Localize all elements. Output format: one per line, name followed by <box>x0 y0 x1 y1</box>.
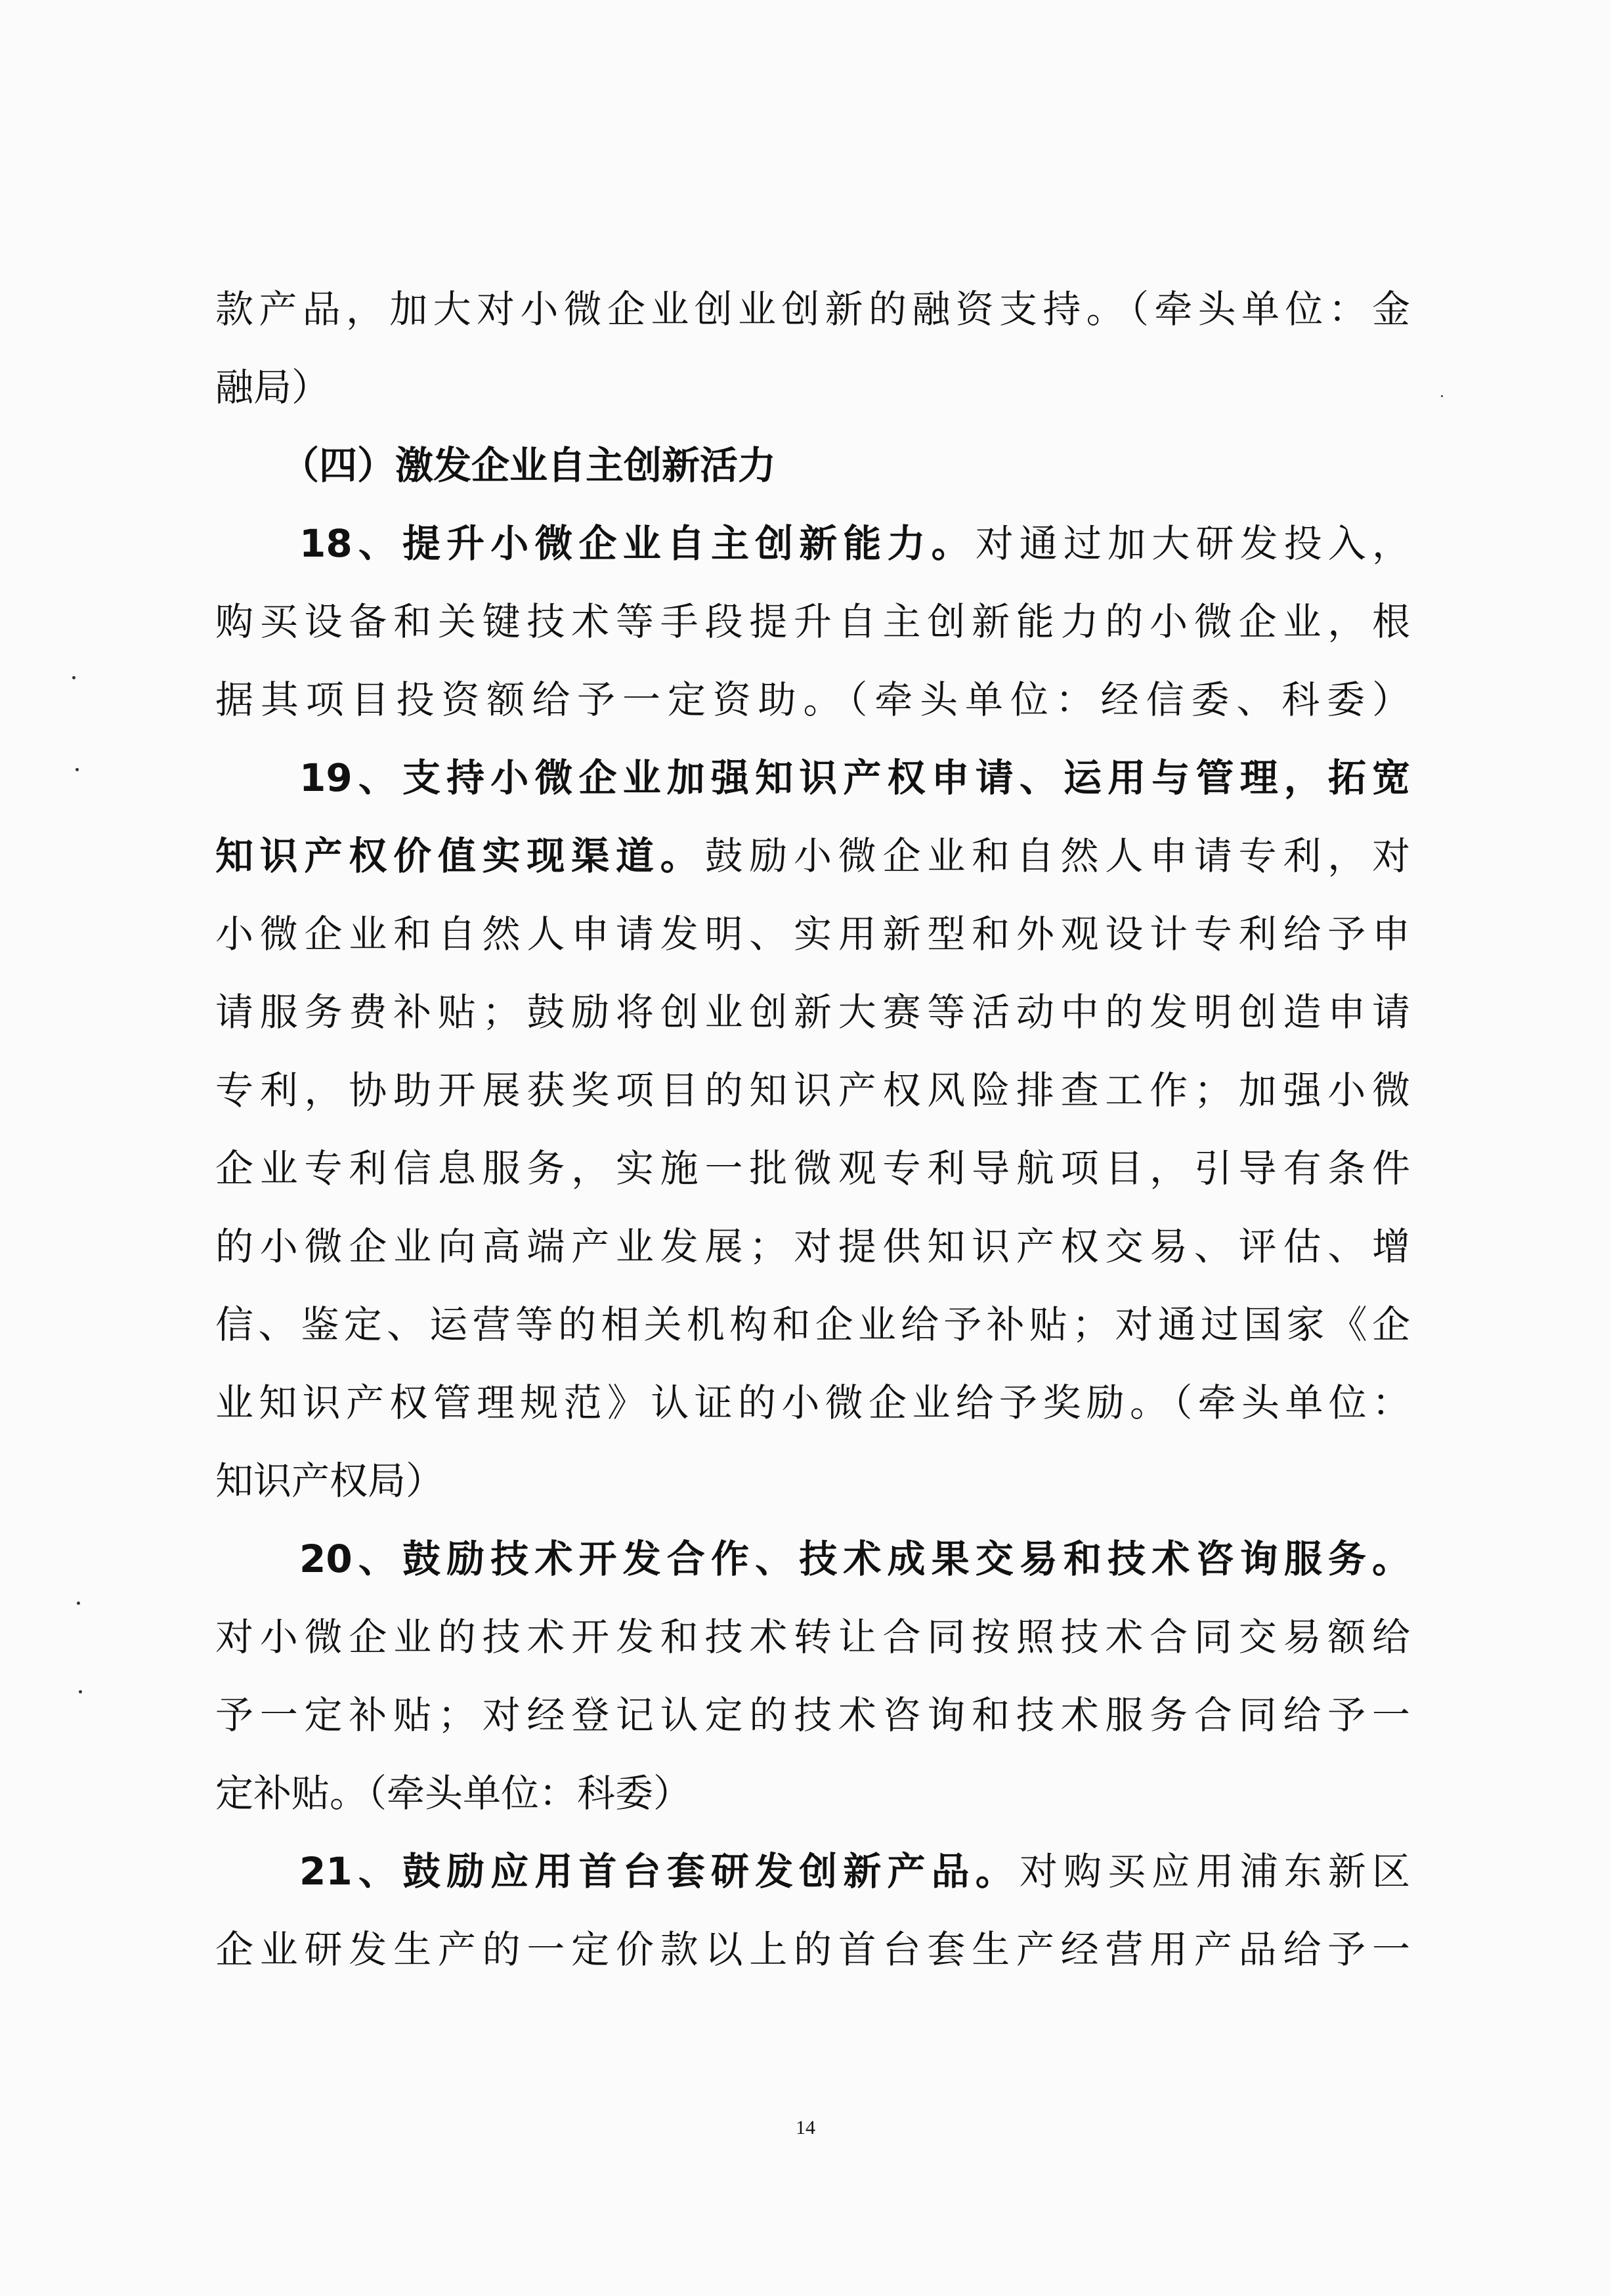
item-19-line <box>215 739 1410 817</box>
paragraph-line: 业知识产权管理规范》认证的小微企业给予奖励。（牵头单位： <box>215 1380 1410 1425</box>
paragraph-line: 企业研发生产的一定价款以上的首台套生产经营用产品给予一 <box>215 1927 1410 1972</box>
document-body <box>215 270 1410 1989</box>
item-21-text: 对购买应用浦东新区 <box>1019 1849 1410 1894</box>
section-heading: （四）激发企业自主创新活力 <box>281 443 777 488</box>
item-19-text: 鼓励小微企业和自然人申请专利，对 <box>704 834 1410 878</box>
paragraph-line: 请服务费补贴；鼓励将创业创新大赛等活动中的发明创造申请 <box>215 990 1410 1034</box>
item-19-title: 19、支持小微企业加强知识产权申请、运用与管理，拓宽 <box>299 755 1410 800</box>
scan-speck <box>77 1602 80 1605</box>
paragraph-line: 小微企业和自然人申请发明、实用新型和外观设计专利给予申 <box>215 912 1410 956</box>
item-19-title-cont: 知识产权价值实现渠道。 <box>215 834 705 878</box>
paragraph-line: 企业专利信息服务，实施一批微观专利导航项目，引导有条件 <box>215 1146 1410 1191</box>
paragraph-line: 购买设备和关键技术等手段提升自主创新能力的小微企业，根 <box>215 599 1410 644</box>
item-18-title: 18、提升小微企业自主创新能力。 <box>299 521 976 566</box>
item-20-title: 20、鼓励技术开发合作、技术成果交易和技术咨询服务。 <box>299 1537 1410 1581</box>
item-18-text: 对通过加大研发投入， <box>975 521 1410 566</box>
scan-speck <box>75 768 79 771</box>
paragraph-line: 知识产权局） <box>215 1458 444 1503</box>
paragraph-line: 定补贴。（牵头单位：科委） <box>215 1771 692 1816</box>
paragraph-line: 信、鉴定、运营等的相关机构和企业给予补贴；对通过国家《企 <box>215 1302 1410 1347</box>
item-21-title: 21、鼓励应用首台套研发创新产品。 <box>299 1849 1020 1894</box>
scan-speck <box>79 1690 82 1693</box>
paragraph-line: 款产品，加大对小微企业创业创新的融资支持。（牵头单位：金 <box>215 287 1410 331</box>
paragraph-line: 融局） <box>215 365 330 410</box>
item-19-line <box>215 817 1410 895</box>
paragraph-line: 据其项目投资额给予一定资助。（牵头单位：经信委、科委） <box>215 677 1410 722</box>
scan-speck <box>1441 395 1443 397</box>
page-number: 14 <box>796 2117 815 2138</box>
item-20-line <box>215 1520 1410 1598</box>
item-18-line <box>215 505 1410 583</box>
paragraph-line: 的小微企业向高端产业发展；对提供知识产权交易、评估、增 <box>215 1224 1410 1269</box>
item-21-line <box>215 1833 1410 1911</box>
paragraph-line: 专利，协助开展获奖项目的知识产权风险排查工作；加强小微 <box>215 1068 1410 1113</box>
paragraph-line: 予一定补贴；对经登记认定的技术咨询和技术服务合同给予一 <box>215 1693 1410 1737</box>
scan-speck <box>72 676 75 679</box>
paragraph-line: 对小微企业的技术开发和技术转让合同按照技术合同交易额给 <box>215 1615 1410 1659</box>
